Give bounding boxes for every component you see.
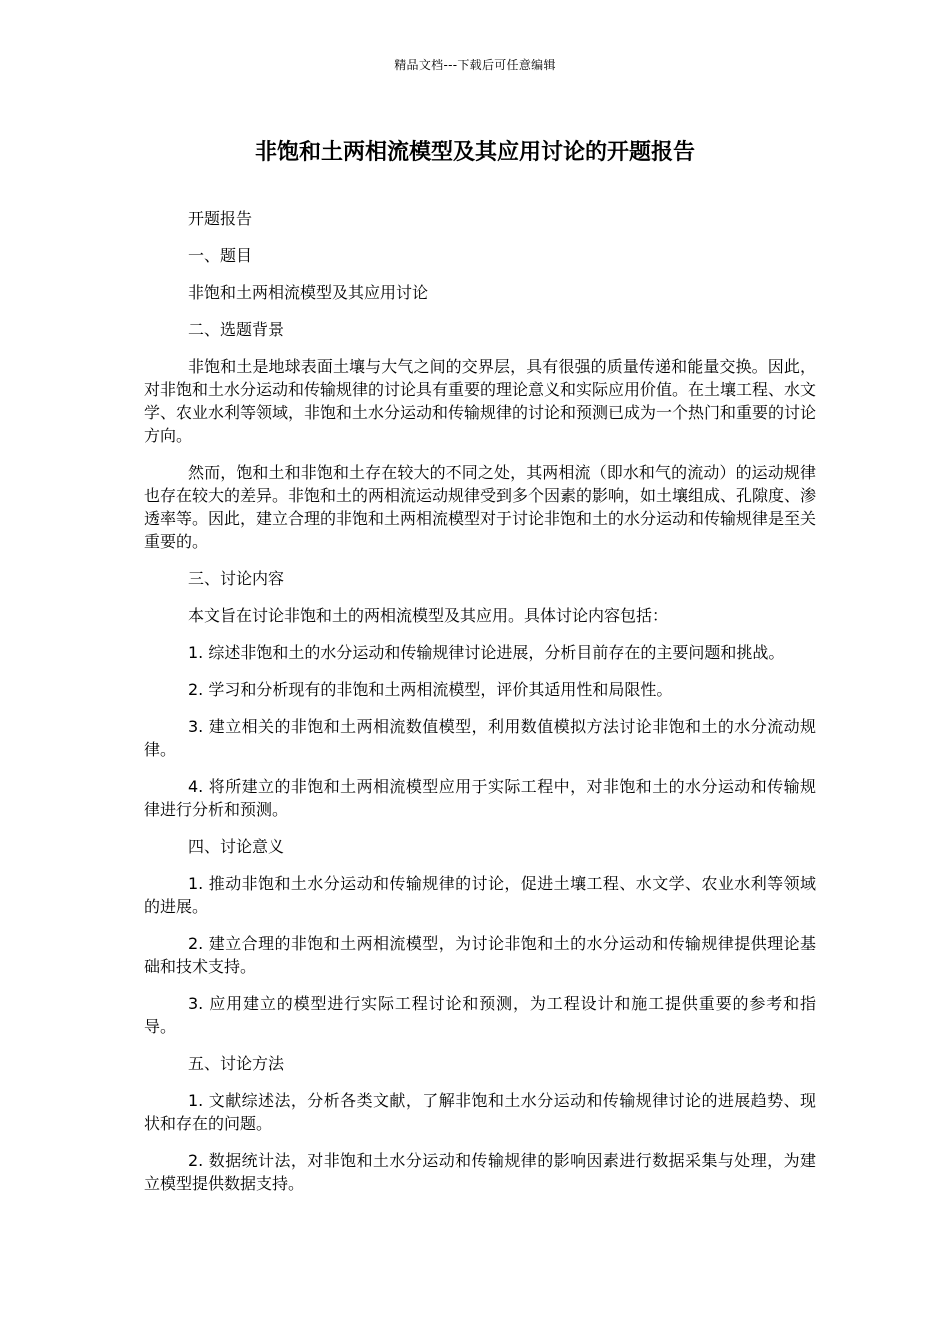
section-heading-significance: 四、讨论意义 <box>188 837 285 856</box>
significance-item-2: 2. 建立合理的非饱和土两相流模型，为讨论非饱和土的水分运动和传输规律提供理论基础和技术支持。 <box>144 934 816 976</box>
content-intro: 本文旨在讨论非饱和土的两相流模型及其应用。具体讨论内容包括： <box>188 606 669 625</box>
page-header: 精品文档---下载后可任意编辑 <box>394 58 556 72</box>
background-paragraph-2: 然而，饱和土和非饱和土存在较大的不同之处，其两相流（即水和气的流动）的运动规律也存在较大的差异。非饱和土的两相流运动规律受到多个因素的影响，如土壤组成、孔隙度、渗透率等。因此，建立合理的非饱和土两相流模型对于讨论非饱和土的水分运动和传输规律是至关重要的。 <box>144 463 817 551</box>
significance-item-1: 1. 推动非饱和土水分运动和传输规律的讨论，促进土壤工程、水文学、农业水利等领域的进展。 <box>144 874 816 916</box>
content-item-3: 3. 建立相关的非饱和土两相流数值模型，利用数值模拟方法讨论非饱和土的水分流动规律。 <box>144 717 816 759</box>
significance-item-3: 3. 应用建立的模型进行实际工程讨论和预测，为工程设计和施工提供重要的参考和指导。 <box>144 994 816 1036</box>
content-item-1: 1. 综述非饱和土的水分运动和传输规律讨论进展，分析目前存在的主要问题和挑战。 <box>188 643 785 662</box>
section-heading-background: 二、选题背景 <box>188 320 285 339</box>
section-heading-content: 三、讨论内容 <box>188 569 285 588</box>
background-paragraph-1: 非饱和土是地球表面土壤与大气之间的交界层，具有很强的质量传递和能量交换。因此，对非饱和土水分运动和传输规律的讨论具有重要的理论意义和实际应用价值。在土壤工程、水文学、农业水利等领域，非饱和土水分运动和传输规律的讨论和预测已成为一个热门和重要的讨论方向。 <box>144 357 817 445</box>
section-heading-methods: 五、讨论方法 <box>188 1054 285 1073</box>
document-body <box>144 207 816 1209</box>
content-item-2: 2. 学习和分析现有的非饱和土两相流模型，评价其适用性和局限性。 <box>188 680 673 699</box>
section-heading-topic: 一、题目 <box>188 246 253 265</box>
method-item-2: 2. 数据统计法，对非饱和土水分运动和传输规律的影响因素进行数据采集与处理，为建立模型提供数据支持。 <box>144 1151 816 1193</box>
topic-text: 非饱和土两相流模型及其应用讨论 <box>188 283 429 302</box>
document-title: 非饱和土两相流模型及其应用讨论的开题报告 <box>254 140 695 165</box>
label-report: 开题报告 <box>188 209 253 228</box>
content-item-4: 4. 将所建立的非饱和土两相流模型应用于实际工程中，对非饱和土的水分运动和传输规律进行分析和预测。 <box>144 777 816 819</box>
method-item-1: 1. 文献综述法，分析各类文献，了解非饱和土水分运动和传输规律讨论的进展趋势、现状和存在的问题。 <box>144 1091 816 1133</box>
